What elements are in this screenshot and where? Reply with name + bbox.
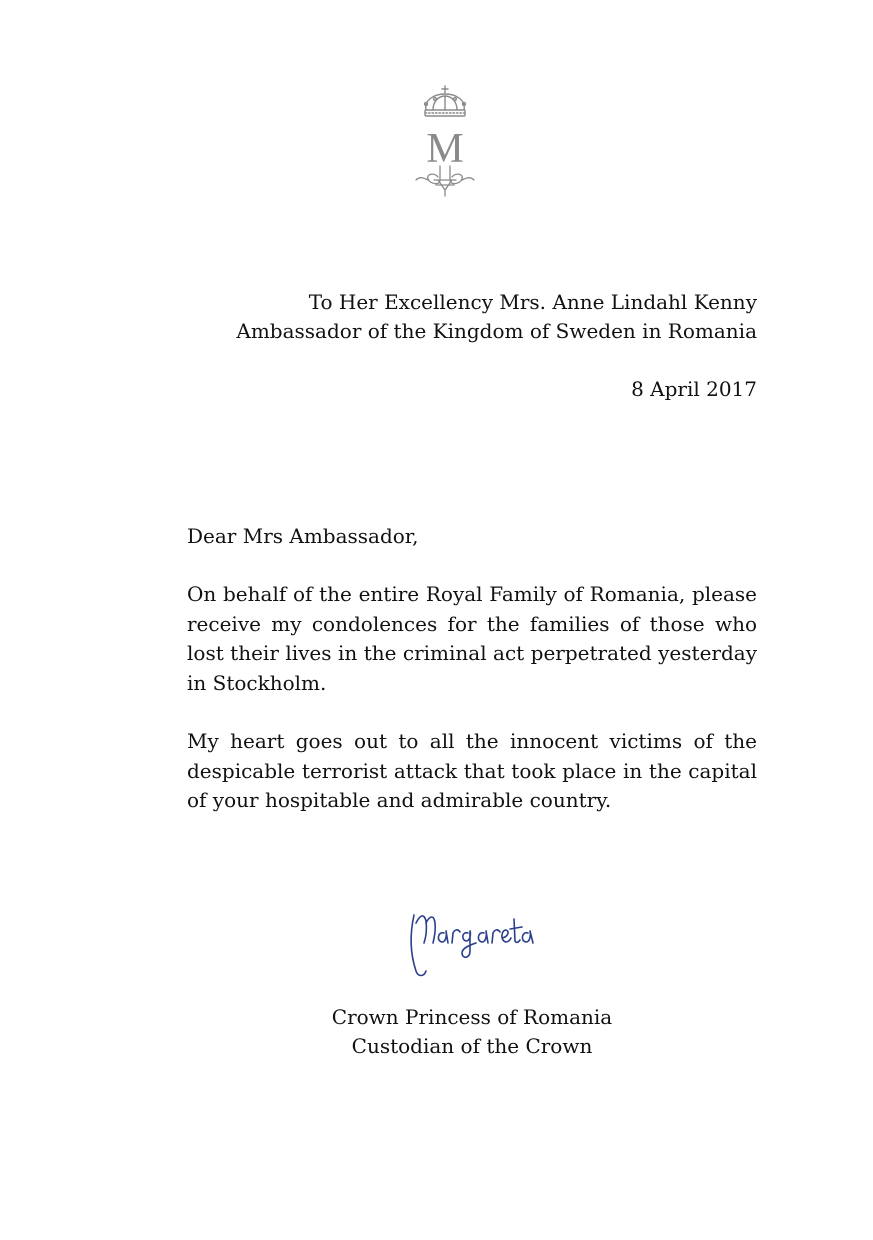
- recipient-block: [137, 288, 757, 346]
- body-paragraph-1: On behalf of the entire Royal Family of Romania, please receive my condolences for the families of those who lost their lives in the criminal act perpetrated yesterday in Stockholm.: [187, 582, 757, 695]
- signatory-role: Custodian of the Crown: [351, 1034, 593, 1058]
- signatory-block: [222, 1003, 722, 1061]
- monogram-letter: M: [426, 126, 464, 172]
- salutation: Dear Mrs Ambassador,: [187, 524, 419, 548]
- royal-crown-monogram-icon: [400, 82, 490, 202]
- letter-date: 8 April 2017: [631, 377, 757, 401]
- handwritten-signature: [400, 893, 540, 983]
- recipient-name: To Her Excellency Mrs. Anne Lindahl Kenny: [308, 290, 757, 314]
- signatory-title: Crown Princess of Romania: [331, 1005, 613, 1029]
- body-paragraph-2: My heart goes out to all the innocent victims of the despicable terrorist attack that took place in the capital of your hospitable and admirable country.: [187, 729, 757, 812]
- recipient-title: Ambassador of the Kingdom of Sweden in Romania: [236, 319, 757, 343]
